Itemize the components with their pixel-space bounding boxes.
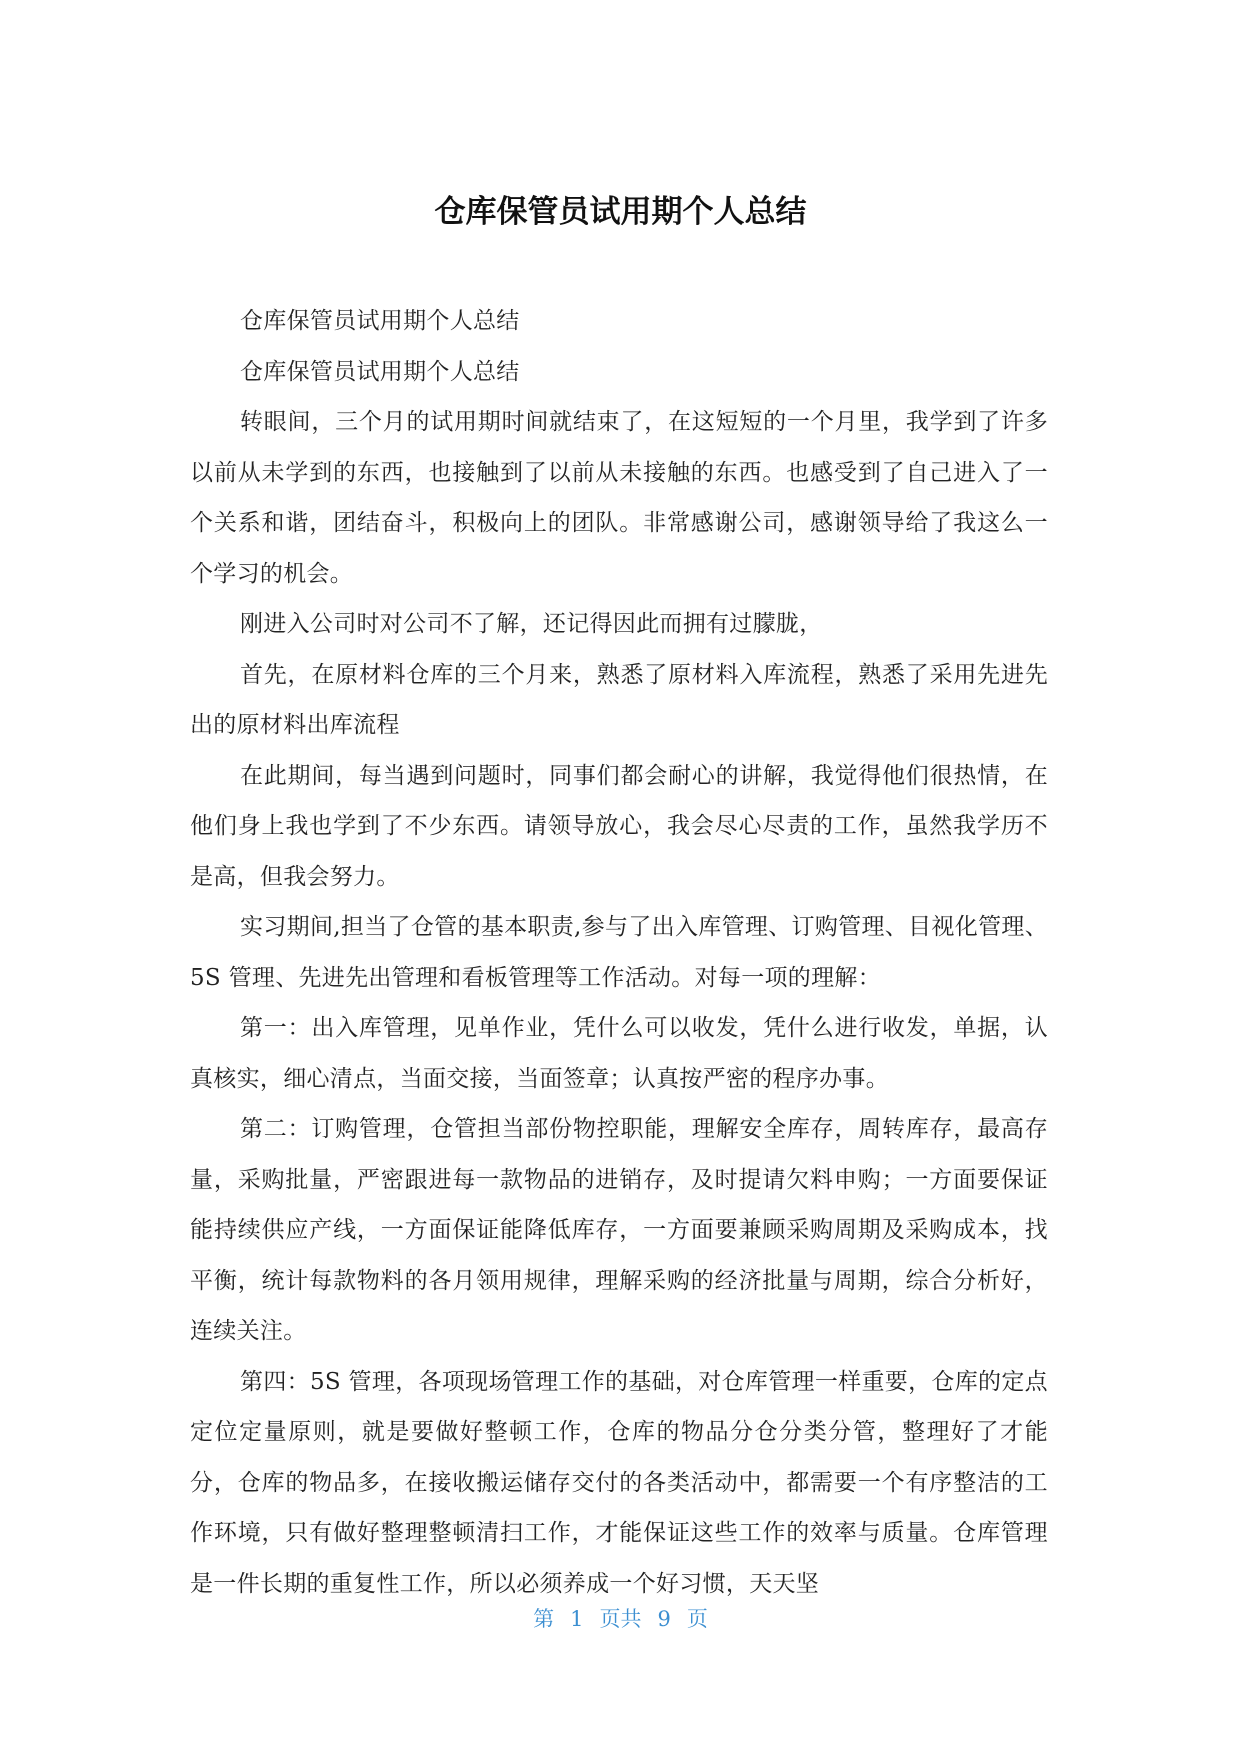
document-body [190,296,1048,1609]
footer-current-page: 1 [570,1607,584,1631]
paragraph-intro: 转眼间，三个月的试用期时间就结束了，在这短短的一个月里，我学到了许多以前从未学到的东西，也接触到了以前从未接触的东西。也感受到了自己进入了一个关系和谐，团结奋斗，积极向上的团队。非常感谢公司，感谢领导给了我这么一个学习的机会。 [190,409,1048,587]
paragraph-5s-management: 第四：5S 管理，各项现场管理工作的基础，对仓库管理一样重要，仓库的定点定位定量原则，就是要做好整顿工作，仓库的物品分仓分类分管，整理好了才能分，仓库的物品多，在接收搬运储存交付的各类活动中，都需要一个有序整洁的工作环境，只有做好整理整顿清扫工作，才能保证这些工作的效率与质量。仓库管理是一件长期的重复性工作，所以必须养成一个好习惯，天天坚 [190,1368,1048,1597]
footer-prefix: 第 [533,1607,555,1631]
paragraph-inout-management: 第一：出入库管理，见单作业，凭什么可以收发，凭什么进行收发，单据，认真核实，细心清点，当面交接，当面签章；认真按严密的程序办事。 [190,1015,1048,1092]
paragraph-subtitle-1: 仓库保管员试用期个人总结 [240,308,520,334]
paragraph-raw-material: 首先，在原材料仓库的三个月来，熟悉了原材料入库流程，熟悉了采用先进先出的原材料出库流程 [190,661,1048,738]
paragraph-order-management: 第二：订购管理，仓管担当部份物控职能，理解安全库存，周转库存，最高存量，采购批量，严密跟进每一款物品的进销存，及时提请欠料申购；一方面要保证能持续供应产线，一方面保证能降低库存，一方面要兼顾采购周期及采购成本，找平衡，统计每款物料的各月领用规律，理解采购的经济批量与周期，综合分析好，连续关注。 [190,1116,1048,1344]
page-title: 仓库保管员试用期个人总结 [434,194,807,230]
footer-total-pages: 9 [657,1607,671,1631]
footer-middle: 页共 [599,1607,642,1631]
paragraph-subtitle-2: 仓库保管员试用期个人总结 [240,358,520,385]
paragraph-colleagues: 在此期间，每当遇到问题时，同事们都会耐心的讲解，我觉得他们很热情，在他们身上我也学到了不少东西。请领导放心，我会尽心尽责的工作，虽然我学历不是高，但我会努力。 [190,762,1048,890]
paragraph-internship-duties: 实习期间,担当了仓管的基本职责,参与了出入库管理、订购管理、目视化管理、5S 管理、先进先出管理和看板管理等工作活动。对每一项的理解： [190,914,1048,991]
footer-suffix: 页 [686,1607,708,1631]
paragraph-first-impression: 刚进入公司时对公司不了解，还记得因此而拥有过朦胧， [240,611,823,637]
page-number-footer [0,1604,1241,1634]
